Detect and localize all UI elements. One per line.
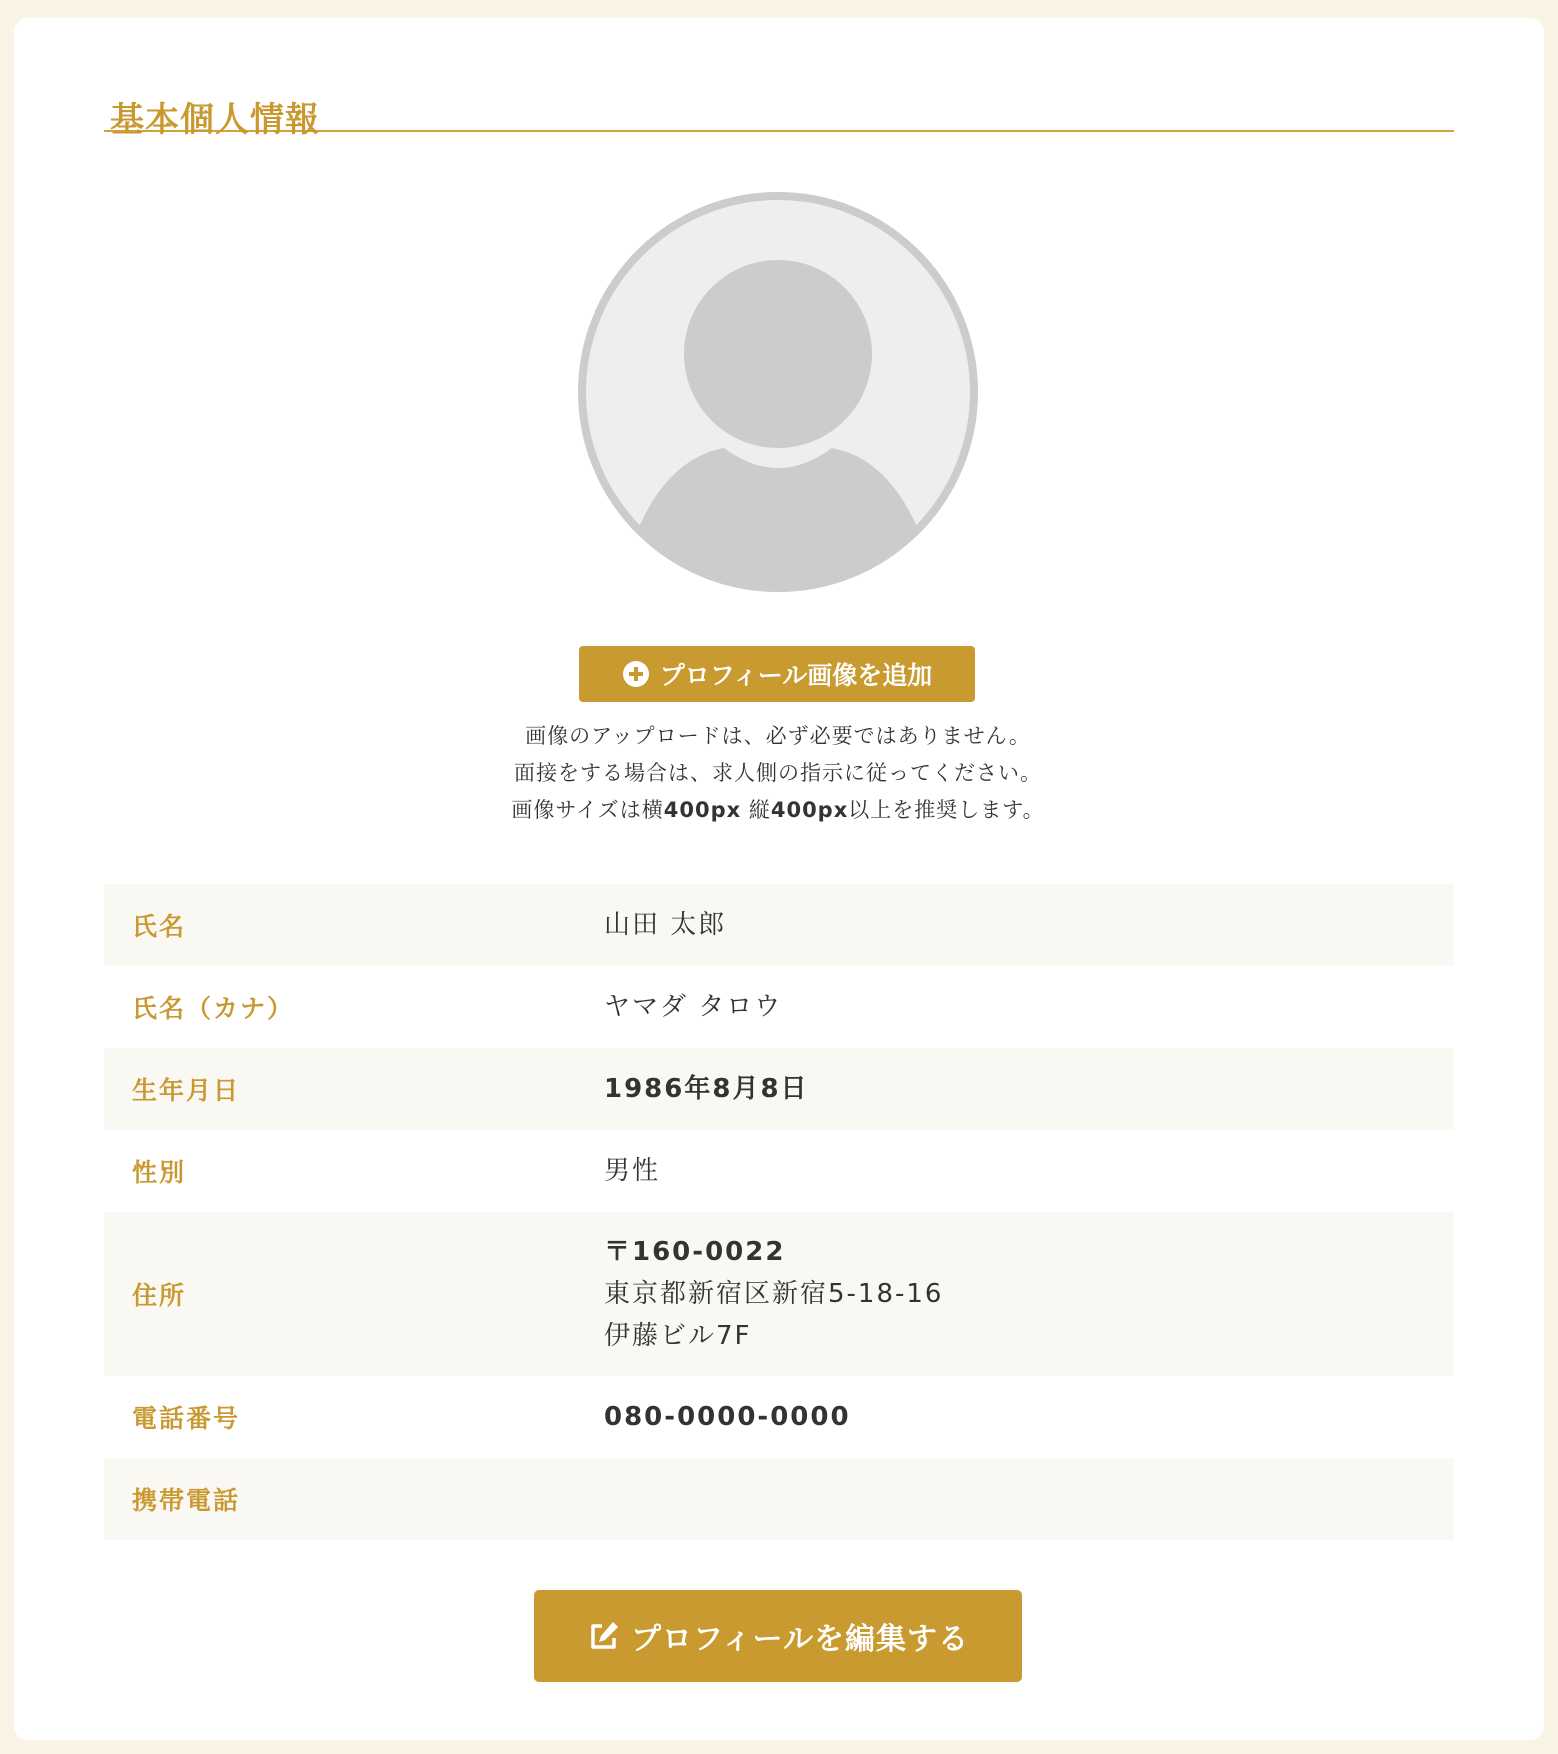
table-row-birthday bbox=[104, 1048, 1454, 1130]
table-row-gender bbox=[104, 1130, 1454, 1212]
gender-value: 男性 bbox=[604, 1156, 661, 1186]
phone-label: 電話番号 bbox=[132, 1404, 241, 1433]
upload-note-line1: 画像のアップロードは、必ず必要ではありません。 bbox=[525, 724, 1031, 748]
upload-note bbox=[314, 718, 1242, 829]
plus-circle-icon bbox=[622, 660, 650, 688]
address-line1: 東京都新宿区新宿5-18-16 bbox=[604, 1279, 944, 1309]
edit-icon bbox=[587, 1619, 621, 1653]
gender-label: 性別 bbox=[132, 1158, 187, 1187]
edit-profile-label: プロフィールを編集する bbox=[631, 1622, 969, 1657]
edit-profile-button[interactable] bbox=[534, 1590, 1022, 1682]
table-row-kana bbox=[104, 966, 1454, 1048]
profile-card bbox=[14, 18, 1544, 1740]
phone-value: 080-0000-0000 bbox=[604, 1402, 851, 1432]
user-placeholder-icon bbox=[578, 192, 978, 592]
table-row-address bbox=[104, 1212, 1454, 1376]
section-title: 基本個人情報 bbox=[104, 76, 1454, 132]
address-value bbox=[604, 1231, 1454, 1357]
table-row-mobile bbox=[104, 1458, 1454, 1540]
add-profile-image-label: プロフィール画像を追加 bbox=[659, 661, 933, 690]
kana-value: ヤマダ タロウ bbox=[604, 992, 783, 1022]
name-value: 山田 太郎 bbox=[604, 910, 727, 940]
address-line2: 伊藤ビル7F bbox=[604, 1321, 752, 1351]
add-profile-image-button[interactable] bbox=[579, 646, 975, 702]
name-label: 氏名 bbox=[132, 912, 187, 941]
mobile-label: 携帯電話 bbox=[132, 1486, 241, 1515]
address-postal: 〒160-0022 bbox=[604, 1237, 786, 1267]
profile-info-table bbox=[104, 884, 1454, 1540]
birthday-value: 1986年8月8日 bbox=[604, 1074, 809, 1104]
kana-label: 氏名（カナ） bbox=[132, 994, 295, 1023]
upload-note-line2: 面接をする場合は、求人側の指示に従ってください。 bbox=[514, 761, 1042, 785]
table-row-phone bbox=[104, 1376, 1454, 1458]
address-label: 住所 bbox=[132, 1281, 187, 1310]
table-row-name bbox=[104, 884, 1454, 966]
upload-note-line3: 画像サイズは横400px 縦400px以上を推奨します。 bbox=[511, 798, 1045, 822]
birthday-label: 生年月日 bbox=[132, 1076, 241, 1105]
